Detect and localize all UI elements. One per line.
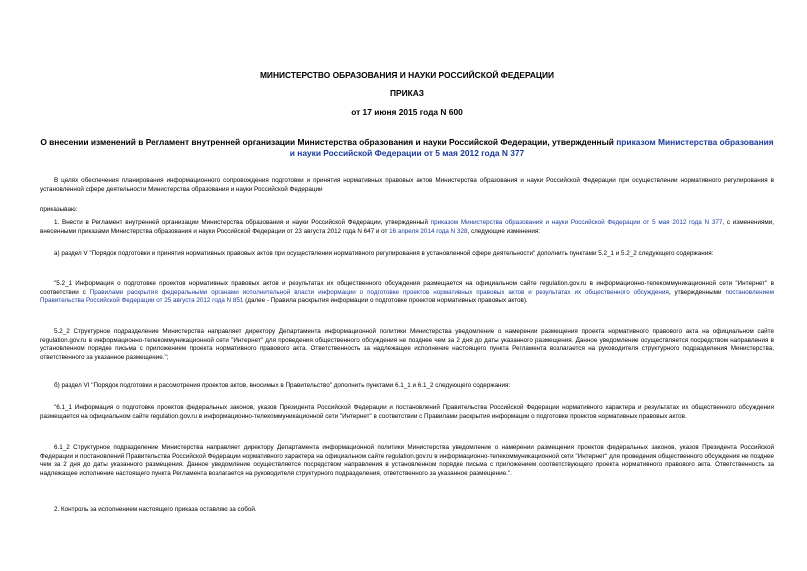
paragraph-order: приказываю: — [40, 206, 78, 213]
title-link[interactable]: приказом Министерства образования и науки Российской Федерации от 5 мая 2012 года N 377 — [289, 137, 774, 158]
p521-link-decree[interactable]: постановлением Правительства Российской Федерации от 25 августа 2012 года N 851 — [40, 288, 774, 305]
p521-text-post: (далее - Правила раскрытия информации о подготовке проектов нормативных правовых актов). — [243, 297, 528, 305]
paragraph-5-2-1 — [40, 280, 774, 306]
paragraph-6-1-1: "6.1_1 Информация о подготовке проектов федеральных законов, указов Президента Российской Федерации и постановлений Правительства Российской Федерации нормативного характера и результатах их общественного обсуждения размещается на официальном сайте regulation.gov.ru в информационно-телекоммуникационной сети "Интернет" в соответствии с Правилами раскрытия информации о подготовке проектов нормативных правовых актов. — [40, 404, 774, 420]
paragraph-item-1 — [40, 219, 774, 236]
paragraph-6-1-2: 6.1_2 Структурное подразделение Министерства направляет директору Департамента информационной политики Министерства уведомление о намерении размещения проектов федеральных законов, указов Президента Российской Федерации и постановлений Правительства Российской Федерации нормативного характера на официальном сайте regulation.gov.ru в информационно-телекоммуникационной сети "Интернет" для проведения общественного обсуждения не позднее чем за 2 дня до даты указанного размещения. Данное уведомление осуществляется посредством направления в установленном порядке письма с приложением соответствующего проекта нормативного правового акта. Ответственность за надлежащее исполнение настоящего пункта Регламента возлагается на руководителя структурного подразделения, ответственного за указанное размещение.". — [40, 444, 774, 477]
paragraph-purpose: В целях обеспечения планирования информационного сопровождения подготовки и принятия нормативных правовых актов Министерства образования и науки Российской Федерации при осуществлении нормативного регулирования в установленной сфере деятельности Министерства образования и науки Российской Федерации — [40, 177, 774, 193]
paragraph-item-b: б) раздел VI "Порядок подготовки и рассмотрения проектов актов, вносимых в Правительство" дополнить пунктами 6.1_1 и 6.1_2 следующего содержания: — [54, 382, 511, 389]
paragraph-5-2-2: 5.2_2 Структурное подразделение Министерства направляет директору Департамента информационной политики Министерства уведомление о намерении размещения проекта нормативного правового акта на официальном сайте regulation.gov.ru в информационно-телекоммуникационной сети "Интернет" для проведения общественного обсуждения не позднее чем за 2 дня до даты указанного размещения. Данное уведомление осуществляется посредством направления в установленном порядке письма с приложением проекта нормативного правового акта. Ответственность за надлежащее исполнение настоящего пункта Регламента возлагается на руководителя структурного подразделения Министерства, ответственного за указанное размещение."; — [40, 328, 774, 361]
order-heading: ПРИКАЗ — [389, 88, 425, 98]
p521-text: "5.2_1 Информация о подготовке проектов нормативных правовых актов и результатах их общественного обсуждения размещается на официальном сайте regulation.gov.ru в информационно-телекоммуникационной сети "Интернет" в соответствии с — [40, 280, 774, 296]
document-title — [40, 137, 774, 159]
order-date: от 17 июня 2015 года N 600 — [351, 107, 463, 117]
item-1-text: 1. Внести в Регламент внутренней организации Министерства образования и науки Российской Федерации, утвержденный — [54, 219, 431, 226]
item-1-link-2014[interactable]: 16 апреля 2014 года N 328 — [389, 227, 468, 235]
p521-text-mid: , утвержденными — [668, 288, 726, 296]
p521-link-rules[interactable]: Правилами раскрытия федеральными органами исполнительной власти информации о подготовке проектов нормативных правовых актов и результатах их общественного обсуждения — [89, 288, 669, 296]
item-1-link-order[interactable]: приказом Министерства образования и науки Российской Федерации от 5 мая 2012 года N 377 — [430, 219, 723, 226]
ministry-heading: МИНИСТЕРСТВО ОБРАЗОВАНИЯ И НАУКИ РОССИЙСКОЙ ФЕДЕРАЦИИ — [259, 70, 555, 80]
item-1-text-mid: , с изменениями, внесенными приказами Министерства образования и науки Российской Федерации от 23 августа 2012 года N 647 и от — [40, 219, 775, 235]
paragraph-item-a: а) раздел V "Порядок подготовки и принятия нормативных правовых актов при осуществлении нормативного регулирования в установленной сфере деятельности" дополнить пунктами 5.2_1 и 5.2_2 следующего содержания: — [54, 250, 714, 257]
title-text: О внесении изменений в Регламент внутренней организации Министерства образования и науки Российской Федерации, утвержденный — [40, 137, 617, 147]
item-1-text-post: , следующие изменения: — [467, 227, 541, 235]
paragraph-item-2: 2. Контроль за исполнением настоящего приказа оставляю за собой. — [54, 506, 257, 513]
